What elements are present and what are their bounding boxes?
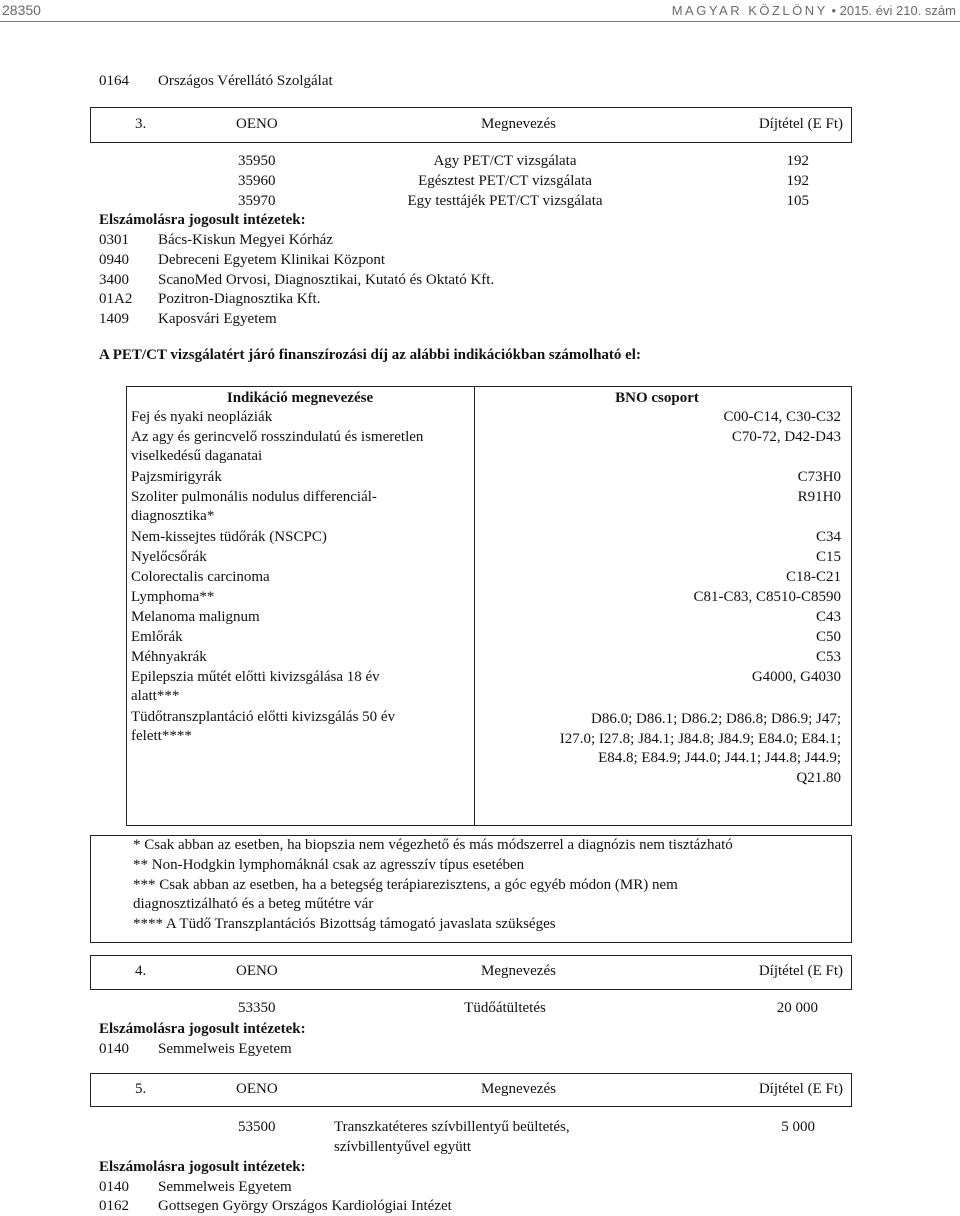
section5-name-header: Megnevezés: [481, 1081, 556, 1097]
section4-row-oeno: 53350: [238, 1000, 276, 1016]
bno-cell: C43: [815, 609, 841, 625]
indication-cell: Az agy és gerincvelő rosszindulatú és ismeretlen: [131, 429, 424, 445]
col-indication-header: Indikáció megnevezése: [226, 390, 374, 406]
indication-cell: Nem-kissejtes tüdőrák (NSCPC): [131, 529, 327, 545]
section4-name-header: Megnevezés: [481, 963, 556, 979]
section3-row-oeno: 35970: [238, 193, 276, 209]
indication-cell: Fej és nyaki neopláziák: [131, 409, 273, 425]
bno-cell: E84.8; E84.9; J44.0; J44.1; J44.8; J44.9;: [598, 750, 841, 766]
institution-code: 0301: [99, 232, 129, 248]
section5-fee-header: Díjtétel (E Ft): [758, 1081, 843, 1097]
institution-name: Gottsegen György Országos Kardiológiai Intézet: [158, 1198, 452, 1214]
footnote: diagnosztizálható és a beteg műtétre vár: [133, 896, 374, 912]
section3-eligible-label: Elszámolásra jogosult intézetek:: [99, 212, 306, 228]
top-entry-name: Országos Vérellátó Szolgálat: [158, 73, 333, 89]
indication-cell: felett****: [131, 728, 192, 744]
footnotes-box: [90, 835, 852, 943]
indication-cell: viselkedésű daganatai: [131, 448, 263, 464]
section5-header-box: [90, 1073, 852, 1107]
financing-sentence: A PET/CT vizsgálatért járó finanszírozási díj az alábbi indikációkban számolható el:: [99, 347, 641, 363]
institution-name: Semmelweis Egyetem: [158, 1041, 292, 1057]
indication-cell: Tüdőtranszplantáció előtti kivizsgálás 50 év: [131, 709, 396, 725]
publication-title: MAGYAR KÖZLÖNY: [671, 3, 828, 18]
section5-row-name-line2: szívbillentyűvel együtt: [334, 1139, 472, 1155]
bno-cell: I27.0; I27.8; J84.1; J84.8; J84.9; E84.0; E84.1;: [559, 731, 841, 747]
header-rule: [0, 21, 960, 22]
section3-number: 3.: [135, 116, 147, 132]
indication-cell: Szoliter pulmonális nodulus differenciál-: [131, 489, 377, 505]
indication-table: [126, 386, 852, 826]
section3-row-fee: 105: [786, 193, 809, 209]
footnote: *** Csak abban az esetben, ha a betegség terápiarezisztens, a góc egyéb módon (MR) nem: [133, 877, 678, 893]
section3-name-header: Megnevezés: [481, 116, 556, 132]
institution-code: 0162: [99, 1198, 129, 1214]
section4-row-name: Tüdőátültetés: [464, 1000, 546, 1016]
bno-cell: C34: [815, 529, 841, 545]
institution-code: 0940: [99, 252, 129, 268]
section3-row-name: Egy testtájék PET/CT vizsgálata: [407, 193, 603, 209]
bno-cell: D86.0; D86.1; D86.2; D86.8; D86.9; J47;: [590, 711, 841, 727]
section3-row-name: Agy PET/CT vizsgálata: [433, 153, 577, 169]
indication-cell: Epilepszia műtét előtti kivizsgálása 18 év: [131, 669, 380, 685]
section3-row-fee: 192: [786, 153, 809, 169]
indication-cell: alatt***: [131, 688, 180, 704]
bno-cell: R91H0: [797, 489, 841, 505]
indication-cell: Nyelőcsőrák: [131, 549, 207, 565]
institution-name: Bács-Kiskun Megyei Kórház: [158, 232, 333, 248]
indication-cell: Emlőrák: [131, 629, 183, 645]
institution-code: 0140: [99, 1041, 129, 1057]
section4-eligible-label: Elszámolásra jogosult intézetek:: [99, 1021, 306, 1037]
institution-name: Debreceni Egyetem Klinikai Központ: [158, 252, 386, 268]
bno-cell: C00-C14, C30-C32: [723, 409, 841, 425]
footnote: **** A Tüdő Transzplantációs Bizottság támogató javaslata szükséges: [133, 916, 556, 932]
institution-name: ScanoMed Orvosi, Diagnosztikai, Kutató és Oktató Kft.: [158, 272, 495, 288]
section3-row-oeno: 35950: [238, 153, 276, 169]
col-bno-header: BNO csoport: [615, 390, 699, 406]
institution-code: 3400: [99, 272, 129, 288]
indication-cell: Méhnyakrák: [131, 649, 207, 665]
institution-name: Pozitron-Diagnosztika Kft.: [158, 291, 321, 307]
footnote: * Csak abban az esetben, ha biopszia nem végezhető és más módszerrel a diagnózis nem tisztázható: [133, 837, 733, 853]
institution-name: Kaposvári Egyetem: [158, 311, 277, 327]
bno-cell: G4000, G4030: [751, 669, 841, 685]
section4-header-box: [90, 955, 852, 990]
bno-cell: C73H0: [797, 469, 841, 485]
section3-row-name: Egésztest PET/CT vizsgálata: [418, 173, 592, 189]
indication-cell: Colorectalis carcinoma: [131, 569, 270, 585]
institution-code: 1409: [99, 311, 129, 327]
section5-oeno-header: OENO: [236, 1081, 278, 1097]
section3-row-fee: 192: [786, 173, 809, 189]
page-number: 28350: [2, 2, 41, 18]
issue-label: 2015. évi 210. szám: [839, 3, 956, 18]
institution-code: 0140: [99, 1179, 129, 1195]
section5-row-fee: 5 000: [781, 1119, 815, 1135]
publication-header: [672, 3, 956, 18]
institution-name: Semmelweis Egyetem: [158, 1179, 292, 1195]
footnote: ** Non-Hodgkin lymphomáknál csak az agresszív típus esetében: [133, 857, 525, 873]
section4-fee-header: Díjtétel (E Ft): [758, 963, 843, 979]
bno-cell: C50: [815, 629, 841, 645]
bno-cell: C53: [815, 649, 841, 665]
top-entry-code: 0164: [99, 73, 129, 89]
section4-number: 4.: [135, 963, 147, 979]
section5-number: 5.: [135, 1081, 147, 1097]
bno-cell: Q21.80: [796, 770, 841, 786]
bno-cell: C81-C83, C8510-C8590: [693, 589, 841, 605]
indication-cell: diagnosztika*: [131, 508, 215, 524]
indication-cell: Lymphoma**: [131, 589, 215, 605]
section3-row-oeno: 35960: [238, 173, 276, 189]
section4-oeno-header: OENO: [236, 963, 278, 979]
section5-eligible-label: Elszámolásra jogosult intézetek:: [99, 1159, 306, 1175]
section3-header-box: [90, 107, 852, 143]
institution-code: 01A2: [99, 291, 133, 307]
table-divider: [474, 387, 475, 825]
bno-cell: C18-C21: [785, 569, 841, 585]
header-bullet: •: [831, 3, 837, 18]
section4-row-fee: 20 000: [776, 1000, 818, 1016]
section5-row-name-line1: Transzkatéteres szívbillentyű beültetés,: [334, 1119, 570, 1135]
section5-row-oeno: 53500: [238, 1119, 276, 1135]
section3-oeno-header: OENO: [236, 116, 278, 132]
bno-cell: C70-72, D42-D43: [731, 429, 841, 445]
bno-cell: C15: [815, 549, 841, 565]
indication-cell: Pajzsmirigyrák: [131, 469, 222, 485]
indication-cell: Melanoma malignum: [131, 609, 260, 625]
section3-fee-header: Díjtétel (E Ft): [758, 116, 843, 132]
